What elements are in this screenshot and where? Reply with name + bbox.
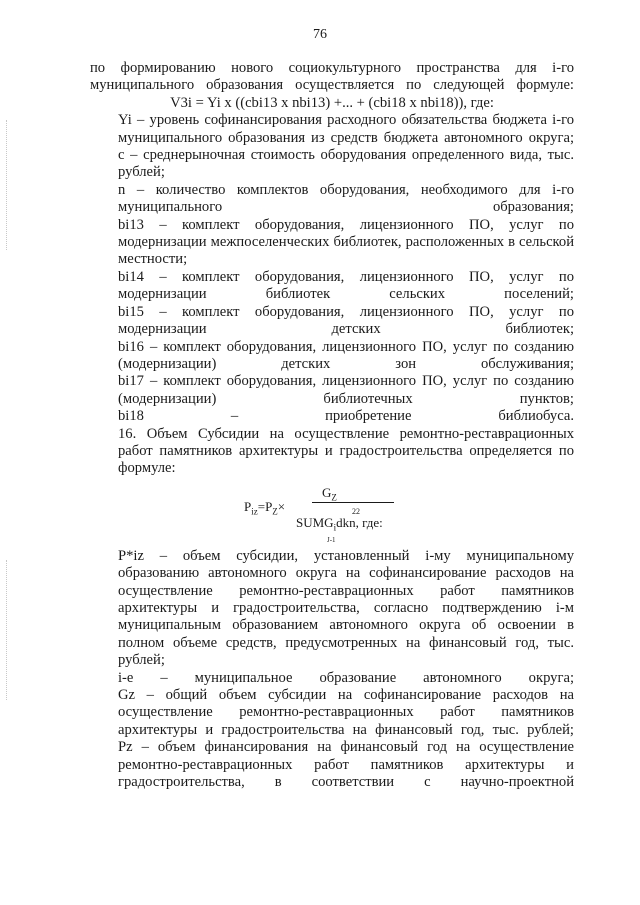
paragraph: bi15 – комплект оборудования, лицензионного ПО, услуг по модернизации детских библиотек; — [118, 303, 574, 338]
paragraph: Pz – объем финансирования на финансовый год на осуществление ремонтно-реставрационных работ памятников архитектуры и градостроительства, в соответствии с научно-проектной — [118, 739, 574, 791]
formula-numerator: $G_Z$ — [322, 484, 337, 503]
paragraph: Yi – уровень софинансирования расходного обязательства бюджета i-го муниципального образования из средств бюджета автономного округа; — [118, 112, 574, 146]
paragraph: P*iz – объем субсидии, установленный i-му муниципальному образованию автономного округа на софинансирование расходов на осуществление ремонтно-реставрационных работ памятников архитектуры и градостроительства, согласно подтверждению i-м муниципальным образованием автономного округа об освоении в полном объеме средств, предусмотренных на финансовый год, тыс. рублей; — [118, 547, 574, 669]
subsidy-formula — [90, 478, 574, 548]
paragraph: bi13 – комплект оборудования, лицензионного ПО, услуг по модернизации межпоселенческих библиотек, расположенных в сельской местности; — [118, 216, 574, 268]
paragraph: по формированию нового социокультурного пространства для i-го муниципального образования осуществляется по следующей формуле: — [90, 60, 574, 94]
paragraph: bi17 – комплект оборудования, лицензионного ПО, услуг по созданию (модернизации) библиотечных пунктов; — [118, 373, 574, 407]
text-block-a — [90, 60, 574, 478]
text-block-b — [90, 548, 574, 792]
formula-v3i: V3i = Yi x ((cbi13 x nbi13) +... + (cbi18 x nbi18)), где: — [170, 94, 494, 111]
page-number: 76 — [313, 27, 327, 42]
paragraph: bi16 – комплект оборудования, лицензионного ПО, услуг по созданию (модернизации) детских зон обслуживания; — [118, 338, 574, 372]
sum-upper-index: 22 — [352, 506, 360, 516]
sum-lower-index: J-1 — [327, 535, 336, 544]
scan-edge-mark — [6, 560, 11, 700]
paragraph: 16. Объем Субсидии на осуществление ремонтно-реставрационных работ памятников архитектуры и градостроительства определяется по формуле: — [118, 425, 574, 477]
paragraph: n – количество комплектов оборудования, необходимого для i-го муниципального образования; — [118, 181, 574, 216]
page-body — [90, 60, 574, 791]
formula-lhs: $P_{iz}=P_Z\times$ — [244, 498, 286, 517]
paragraph: i-e – муниципальное образование автономного округа; — [118, 669, 574, 686]
paragraph: Gz – общий объем субсидии на софинансирование расходов на осуществление ремонтно-реставрационных работ памятников архитектуры и градостроительства на финансовый год, тыс. рублей; — [118, 687, 574, 738]
paragraph: с – среднерыночная стоимость оборудования определенного вида, тыс. рублей; — [118, 147, 574, 181]
paragraph: bi14 – комплект оборудования, лицензионного ПО, услуг по модернизации библиотек сельских поселений; — [118, 268, 574, 303]
formula-denominator: $SUMG_idkn$, где: — [296, 514, 383, 533]
scan-edge-mark — [6, 120, 11, 250]
paragraph: bi18 – приобретение библиобуса. — [118, 408, 574, 425]
